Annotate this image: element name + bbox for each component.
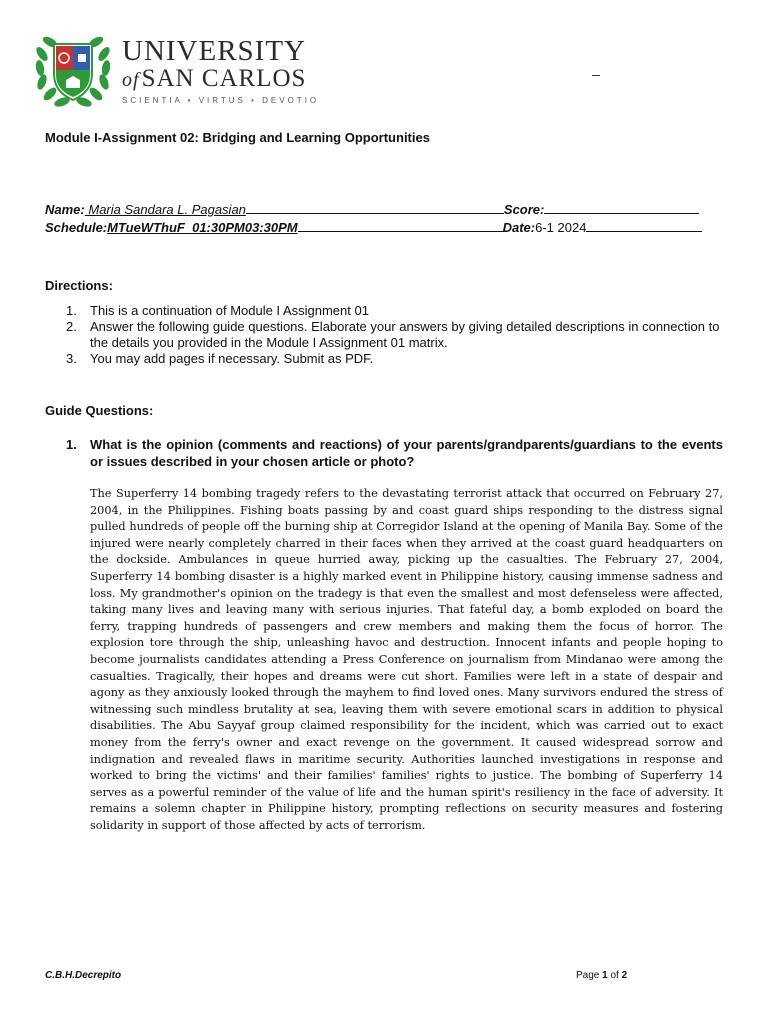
score-underline <box>544 201 699 214</box>
university-of: of <box>122 69 140 91</box>
answer-paragraph: The Superferry 14 bombing tragedy refers to the devastating terrorist attack that occurred on February 27, 2004, in the Philippines. Fishing boats passing by and coast guard ships responding to the distress signal pulled hundreds of people off the burning ship at Corregidor Island at the opening of Manila Bay. Some of the injured were nearly completely charred in their faces when they arrived at the coast guard headquarters on the dockside. Ambulances in queue hurried away, picking up the casualties. The February 27, 2004, Superferry 14 bombing disaster is a highly marked event in Philippine history, causing immense sadness and loss. My grandmother's opinion on the tradegy is that even the smallest and most defenseless were affected, taking many lives and leaving many with serious injuries. That fateful day, a bomb exploded on board the ferry, trapping hundreds of passengers and crew members and making them the focus of horror. The explosion tore through the ship, unleashing havoc and destruction. Innocent infants and people hoping to become journalists candidates attending a Press Conference on journalism from Mindanao were among the casualties. Tragically, their hopes and dreams were cut short. Families were left in a state of despair and agony as they anxiously looked through the mayhem to find loved ones. Many survivors endured the stress of witnessing such mindless brutality at sea, leaving them with severe emotional scars in addition to physical disabilities. The Abu Sayyaf group claimed responsibility for the incident, which was carried out to exact money from the ferry's owner and exact revenge on the government. It caused widespread sorrow and indignation and revealed flaws in maritime security. Authorities launched investigations in response and worked to bring the victims' and their families' families' rights to justice. The bombing of Superferry 14 serves as a powerful reminder of the value of life and the human spirit's resiliency in the face of adversity. It remains a solemn chapter in Philippine history, prompting reflections on security measures and fostering solidarity in support of those affected by acts of terrorism. <box>90 487 723 832</box>
list-item-number: 1. <box>66 303 77 318</box>
question-number: 1. <box>66 437 77 452</box>
footer-page-number <box>576 970 627 981</box>
university-san-carlos: SAN CARLOS <box>141 65 307 92</box>
list-item-number: 2. <box>66 319 77 334</box>
university-name-line1: UNIVERSITY <box>122 35 306 67</box>
university-name-line2 <box>122 66 342 93</box>
university-wordmark <box>122 36 342 105</box>
list-item <box>66 351 726 367</box>
schedule-date-row <box>45 219 702 235</box>
list-item-text: Answer the following guide questions. Elaborate your answers by giving detailed descriptions in connection to the details you provided in the Module I Assignment 01 matrix. <box>90 319 720 350</box>
page-current: 1 <box>602 970 608 981</box>
schedule-label: Schedule: <box>45 220 108 235</box>
assignment-title: Module I-Assignment 02: Bridging and Learning Opportunities <box>45 130 430 145</box>
list-item-text: This is a continuation of Module I Assignment 01 <box>90 303 369 318</box>
question-text: What is the opinion (comments and reactions) of your parents/grandparents/guardians to the events or issues described in your chosen article or photo? <box>90 437 723 469</box>
list-item <box>66 303 726 319</box>
directions-heading: Directions: <box>45 278 113 293</box>
date-underline <box>586 219 702 232</box>
footer-author: C.B.H.Decrepito <box>45 970 122 981</box>
page-total: 2 <box>621 970 628 981</box>
name-label: Name: <box>45 202 85 217</box>
university-motto: SCIENTIA • VIRTUS • DEVOTIO <box>122 96 320 105</box>
score-label: Score: <box>503 202 545 217</box>
schedule-underline <box>298 219 503 232</box>
guide-questions-heading: Guide Questions: <box>45 403 154 418</box>
name-value: Maria Sandara L. Pagasian <box>84 202 246 217</box>
page-of: of <box>607 970 622 981</box>
list-item <box>66 319 726 351</box>
name-underline <box>246 201 504 214</box>
university-seal-icon <box>30 30 116 110</box>
directions-list <box>66 303 726 367</box>
date-value: 6-1 2024 <box>535 220 587 235</box>
question-block <box>66 437 723 470</box>
page-word: Page <box>576 970 603 981</box>
university-logo <box>30 30 330 110</box>
list-item-number: 3. <box>66 351 77 366</box>
list-item-text: You may add pages if necessary. Submit as PDF. <box>90 351 374 366</box>
schedule-value: MTueWThuF_01:30PM03:30PM <box>107 220 298 235</box>
header-dash: – <box>592 66 600 82</box>
name-score-row <box>45 201 699 217</box>
date-label: Date: <box>502 220 536 235</box>
